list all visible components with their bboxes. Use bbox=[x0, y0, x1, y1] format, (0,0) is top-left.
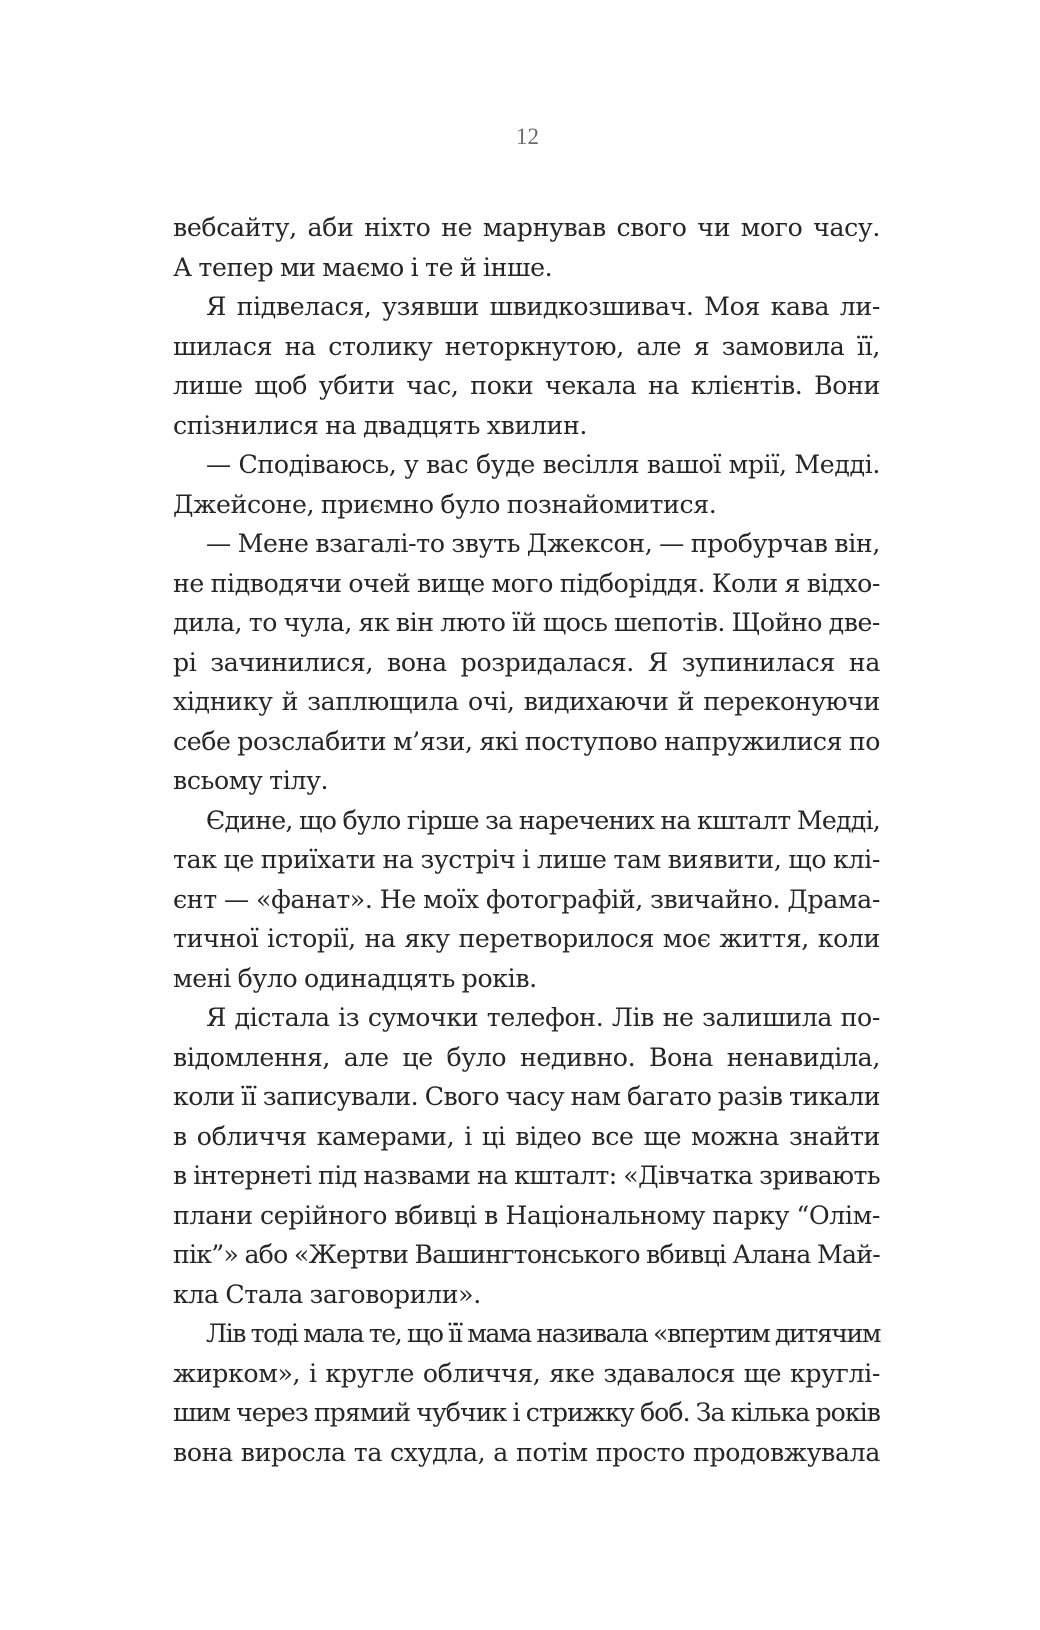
text-line: пік”» або «Жертви Вашингтонського вбивці Алана Май- bbox=[173, 1240, 880, 1269]
paragraph bbox=[173, 998, 880, 1314]
text-line: дила, то чула, як він люто їй щось шепотів. Щойно две- bbox=[173, 608, 880, 637]
paragraph bbox=[173, 287, 880, 445]
text-line: коли її записували. Свого часу нам багато разів тикали bbox=[173, 1082, 880, 1111]
text-line: Я підвелася, узявши швидкозшивач. Моя кава ли- bbox=[206, 292, 880, 321]
text-line: Джейсоне, приємно було познайомитися. bbox=[173, 489, 717, 519]
text-line: плани серійного вбивці в Національному парку “Олім- bbox=[173, 1200, 880, 1230]
text-line: лише щоб убити час, поки чекала на клієнтів. Вони bbox=[173, 371, 880, 400]
text-line: тичної історії, на яку перетворилося моє життя, коли bbox=[173, 924, 880, 953]
text-line: єнт — «фанат». Не моїх фотографій, звичайно. Драма- bbox=[173, 884, 880, 914]
text-line: так це приїхати на зустріч і лише там виявити, що клі- bbox=[173, 845, 880, 874]
text-line: Єдине, що було гірше за наречених на кшталт Медді, bbox=[206, 805, 880, 835]
text-line: А тепер ми маємо і те й інше. bbox=[173, 252, 553, 282]
text-line: в інтернеті під назвами на кшталт: «Дівчатка зривають bbox=[173, 1161, 880, 1190]
text-line: в обличчя камерами, і ці відео все ще можна знайти bbox=[173, 1121, 880, 1151]
text-line: вона виросла та схудла, а потім просто продовжувала bbox=[173, 1437, 880, 1467]
text-line: шим через прямий чубчик і стрижку боб. За кілька років bbox=[173, 1398, 880, 1427]
text-line: жирком», і кругле обличчя, яке здавалося ще круглі- bbox=[173, 1358, 880, 1388]
page-number: 12 bbox=[516, 124, 539, 149]
text-line: — Мене взагалі-то звуть Джексон, — пробурчав він, bbox=[206, 529, 880, 558]
text-line: шилася на столику неторкнутою, але я замовила її, bbox=[173, 331, 880, 361]
paragraph bbox=[173, 208, 880, 287]
paragraph bbox=[173, 524, 880, 801]
paragraph bbox=[173, 801, 880, 999]
text-line: спізнилися на двадцять хвилин. bbox=[173, 410, 588, 440]
text-line: рі зачинилися, вона розридалася. Я зупинилася на bbox=[173, 647, 880, 677]
body-text bbox=[173, 208, 880, 1472]
text-line: кла Стала заговорили». bbox=[173, 1279, 481, 1309]
text-line: мені було одинадцять років. bbox=[173, 963, 537, 993]
text-line: вебсайту, аби ніхто не марнував свого чи мого часу. bbox=[173, 213, 880, 242]
text-line: не підводячи очей вище мого підборіддя. Коли я відхо- bbox=[173, 568, 880, 598]
text-line: — Сподіваюсь, у вас буде весілля вашої мрії, Медді. bbox=[206, 450, 880, 479]
paragraph bbox=[173, 1314, 880, 1472]
text-line: Я дістала із сумочки телефон. Лів не залишила по- bbox=[206, 1003, 880, 1032]
text-line: себе розслабити м’язи, які поступово напружилися по bbox=[173, 726, 880, 756]
paragraph bbox=[173, 445, 880, 524]
text-line: хіднику й заплющила очі, видихаючи й переконуючи bbox=[173, 687, 880, 716]
text-line: відомлення, але це було недивно. Вона ненавиділа, bbox=[173, 1042, 880, 1072]
text-line: Лів тоді мала те, що її мама називала «впертим дитячим bbox=[206, 1319, 880, 1348]
text-line: всьому тілу. bbox=[173, 766, 329, 795]
